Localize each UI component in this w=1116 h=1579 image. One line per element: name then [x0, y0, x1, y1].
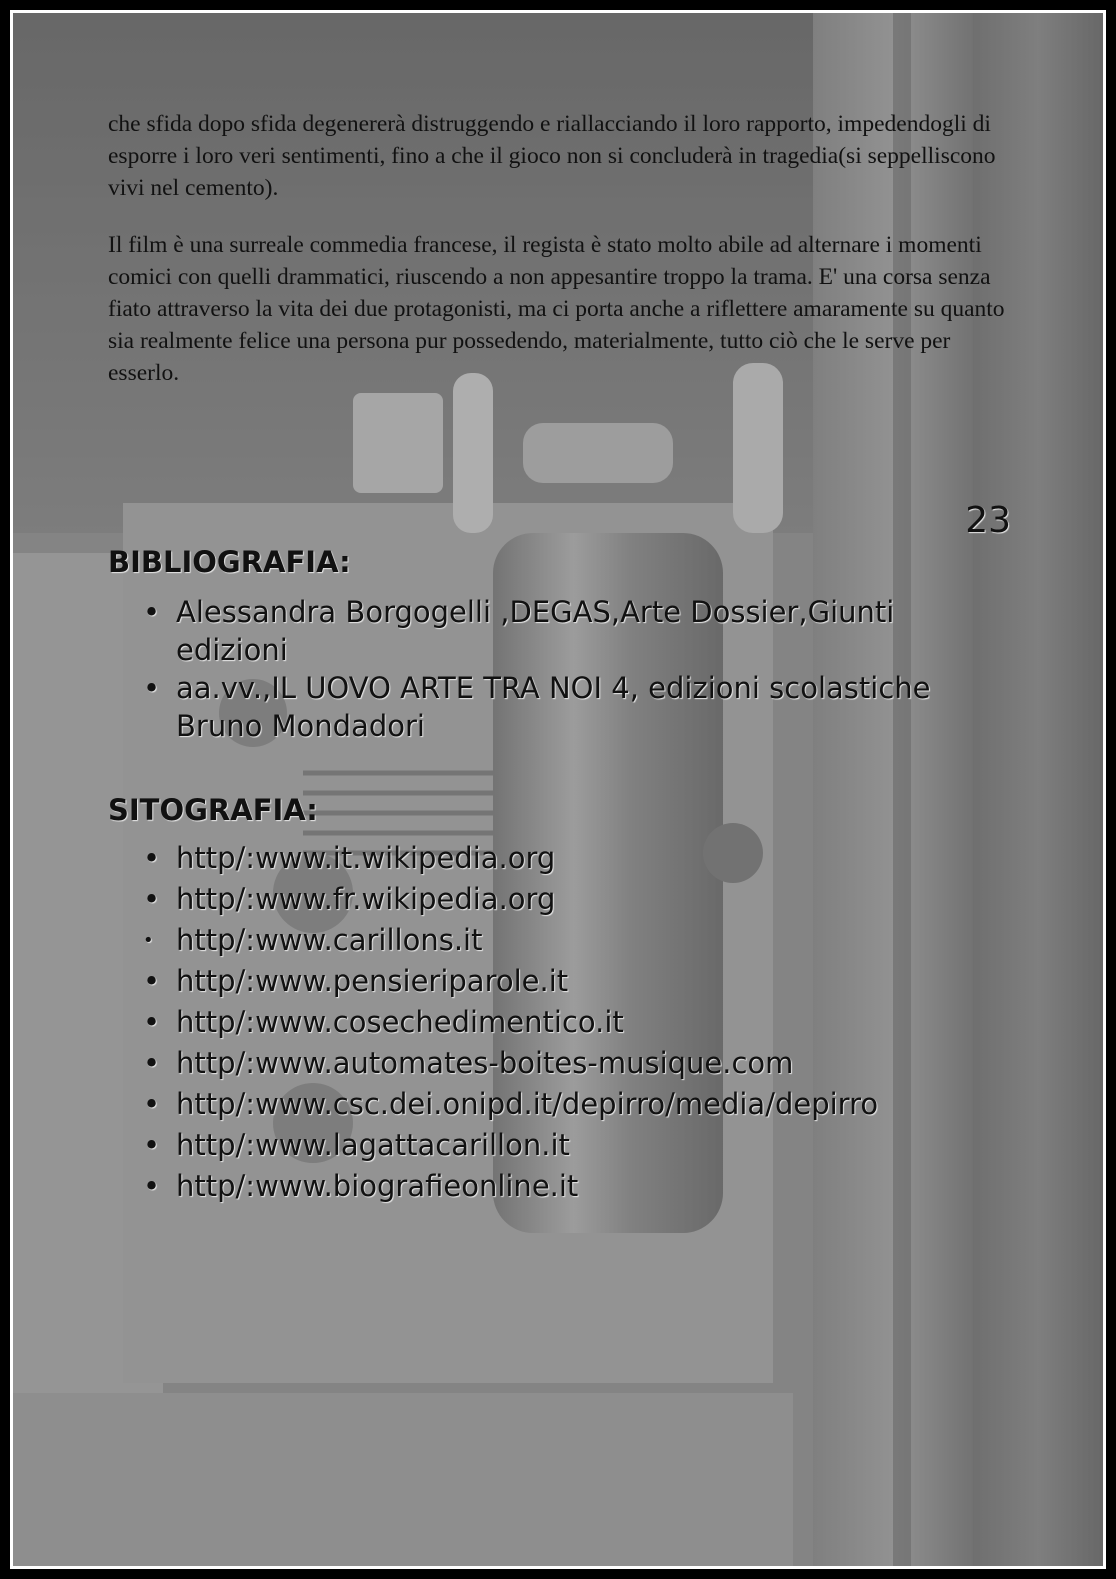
bibliografia-list	[143, 593, 1013, 745]
list-item	[143, 1002, 1013, 1043]
website-link[interactable]: http/:www.biografieonline.it	[176, 1169, 579, 1203]
list-item	[143, 961, 1013, 1002]
bullet-icon: •	[143, 595, 161, 629]
body-paragraph-2: Il film è una surreale commedia francese, il regista è stato molto abile ad alternare i momenti comici con quelli drammatici, riuscendo a non appesantire troppo la trama. E' una corsa senza fiato attraverso la vita dei due protagonisti, ma ci porta anche a riflettere amaramente su quanto sia realmente felice una persona pur possedendo, materialmente, tutto ciò che le serve per esserlo.	[108, 232, 1005, 386]
sitografia-heading: SITOGRAFIA:	[108, 793, 318, 827]
website-link[interactable]: http/:www.automates-boites-musique.com	[176, 1046, 794, 1080]
list-item	[143, 669, 1013, 745]
list-item	[143, 838, 1013, 879]
list-item	[143, 1084, 1013, 1125]
website-link[interactable]: http/:www.cosechedimentico.it	[176, 1005, 624, 1039]
bullet-icon: •	[143, 1169, 161, 1203]
bibliography-entry: aa.vv.,IL UOVO ARTE TRA NOI 4, edizioni scolastiche Bruno Mondadori	[176, 671, 931, 743]
website-link[interactable]: http/:www.csc.dei.onipd.it/depirro/media/depirro	[176, 1087, 879, 1121]
bullet-icon: •	[143, 671, 161, 705]
bullet-icon: •	[143, 1005, 161, 1039]
website-link[interactable]: http/:www.it.wikipedia.org	[176, 841, 556, 875]
website-link[interactable]: http/:www.lagattacarillon.it	[176, 1128, 570, 1162]
bibliografia-heading: BIBLIOGRAFIA:	[108, 545, 351, 579]
list-item	[143, 1166, 1013, 1207]
sitografia-list	[143, 838, 1013, 1207]
website-link[interactable]: http/:www.pensieriparole.it	[176, 964, 569, 998]
website-link[interactable]: http/:www.fr.wikipedia.org	[176, 882, 556, 916]
bullet-icon: •	[143, 882, 161, 916]
bullet-icon: •	[143, 1046, 161, 1080]
list-item	[143, 1043, 1013, 1084]
page-frame	[10, 10, 1106, 1569]
list-item	[143, 879, 1013, 920]
bullet-icon: •	[143, 841, 161, 875]
body-paragraph-1: che sfida dopo sfida degenererà distruggendo e riallacciando il loro rapporto, impedendogli di esporre i loro veri sentimenti, fino a che il gioco non si concluderà in tragedia(si seppelliscono vivi nel cemento).	[108, 111, 996, 201]
list-item	[143, 1125, 1013, 1166]
bullet-icon: •	[143, 964, 161, 998]
list-item	[143, 593, 1013, 669]
list-item	[143, 920, 1013, 961]
bullet-icon: •	[143, 930, 154, 951]
bullet-icon: •	[143, 1128, 161, 1162]
bullet-icon: •	[143, 1087, 161, 1121]
page-number: 23	[965, 500, 1011, 541]
website-link[interactable]: http/:www.carillons.it	[176, 923, 483, 957]
bibliography-entry: Alessandra Borgogelli ,DEGAS,Arte Dossier,Giunti edizioni	[176, 595, 895, 667]
